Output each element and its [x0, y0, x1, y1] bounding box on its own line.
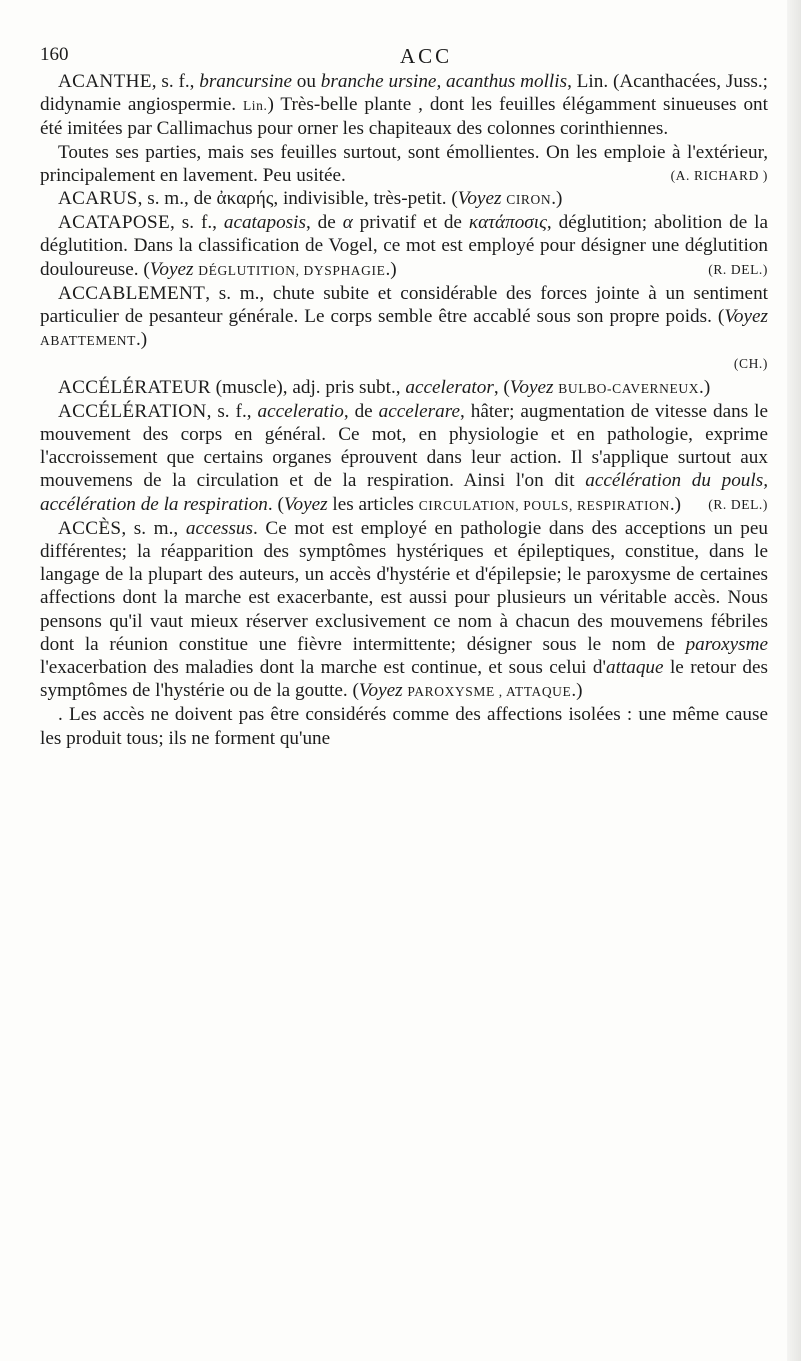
headword-accablement: ACCABLEMENT: [58, 282, 206, 304]
page-body: [40, 70, 768, 750]
page-number: 160: [40, 44, 69, 65]
entry-acanthe: ACANTHE, s. f., brancursine ou branche ursine, acanthus mollis, Lin. (Acanthacées, Juss.; didynamie angiospermie. Lin.) Très-belle plante , dont les feuilles élégamment sinueuses ont été imitées par Callimachus pour orner les chapiteaux des colonnes corinthiennes.: [40, 71, 768, 140]
headword-acarus: ACARUS: [58, 188, 138, 210]
headword-acces: ACCÈS: [58, 517, 122, 539]
headword-acatapose: ACATAPOSE: [58, 212, 171, 234]
running-head: ACC: [400, 44, 453, 68]
headword-acanthe: ACANTHE: [58, 71, 152, 92]
signature-line: [40, 352, 768, 375]
paragraph: Toutes ses parties, mais ses feuilles surtout, sont émollientes. On les emploie à l'extérieur, principalement en lavement. Peu usitée. (A. RICHARD ): [40, 141, 768, 186]
entry-accelerateur: ACCÉLÉRATEUR (muscle), adj. pris subt., accelerator, (Voyez BULBO-CAVERNEUX.): [58, 376, 711, 398]
author-signature: (CH.): [733, 356, 768, 372]
author-signature: (R. DEL.): [708, 496, 768, 512]
author-signature: (R. DEL.): [708, 261, 768, 277]
page-edge-shadow: [787, 0, 801, 1361]
entry-acces: ACCÈS, s. m., accessus. Ce mot est employé en pathologie dans des acceptions un peu différentes; la réapparition des symptômes hystériques et épileptiques, constitue, dans le langage de la plupart des auteurs, un accès d'hystérie et d'épilepsie; le paroxysme de certaines affections dont la marche est exacerbante, est aussi pour plusieurs un véritable accès. Nous pensons qu'il vaut mieux réserver exclusivement ce nom à chacun des mouvemens fébriles dont la réunion constitue une fièvre intermittente; désigner sous le nom de paroxysme l'exacerbation des maladies dont la marche est continue, et sous celui d'attaque le retour des symptômes de l'hystérie ou de la goutte. (Voyez PAROXYSME , ATTAQUE.): [40, 517, 768, 702]
entry-acceleration: ACCÉLÉRATION, s. f., acceleratio, de accelerare, hâter; augmentation de vitesse dans le mouvement des corps en général. Ce mot, en physiologie et en pathologie, exprime l'accroissement que certains organes éprouvent dans leur action. Il s'applique surtout aux mouvemens de la circulation et de la respiration. Ainsi l'on dit accélération du pouls, accélération de la respiration. (Voyez les articles CIRCULATION, POULS, RESPIRATION.) (R. DEL.): [40, 400, 768, 515]
headword-acceleration: ACCÉLÉRATION: [58, 400, 207, 422]
paragraph: . Les accès ne doivent pas être considérés comme des affections isolées : une même cause les produit tous; ils ne forment qu'une: [40, 704, 768, 749]
entry-acarus: ACARUS, s. m., de ἀκαρής, indivisible, très-petit. (Voyez CIRON.): [58, 188, 563, 210]
author-signature: (A. RICHARD ): [670, 167, 768, 183]
entry-accablement: ACCABLEMENT, s. m., chute subite et considérable des forces jointe à un sentiment particulier de pesanteur générale. Le corps semble être accablé sous son propre poids. (Voyez ABATTEMENT.): [40, 282, 768, 351]
headword-accelerateur: ACCÉLÉRATEUR: [58, 376, 211, 398]
entry-acatapose: ACATAPOSE, s. f., acataposis, de α privatif et de κατάποσις, déglutition; abolition de la déglutition. Dans la classification de Vogel, ce mot est employé pour désigner une déglutition douloureuse. (Voyez DÉGLUTITION, DYSPHAGIE.) (R. DEL.): [40, 212, 768, 280]
